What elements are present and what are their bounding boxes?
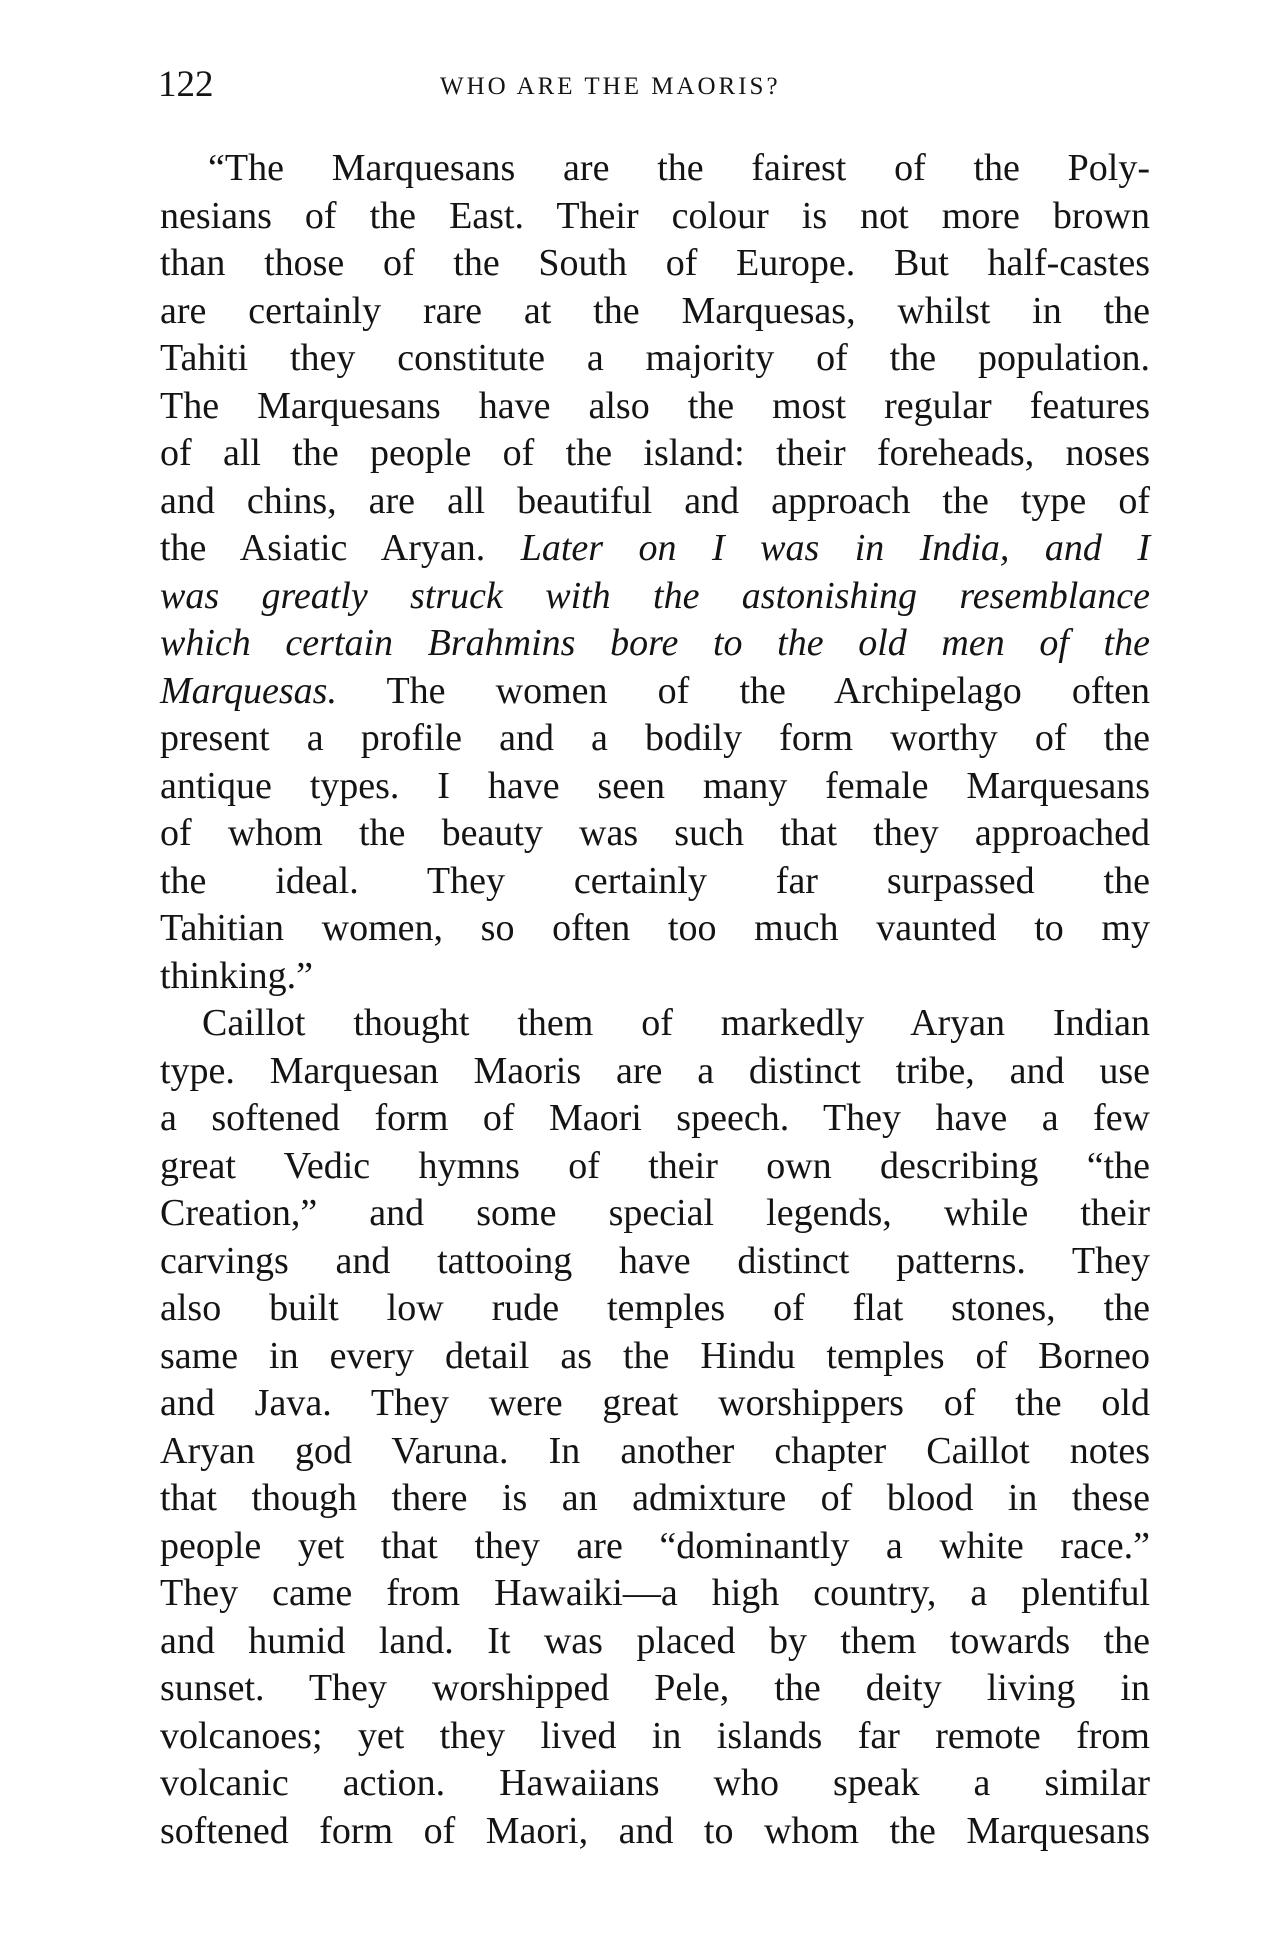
page-number: 122 xyxy=(158,64,214,105)
text-line: Creation,” and some special legends, while their xyxy=(160,1192,1150,1234)
italic-text-run: was greatly struck with the astonishing resemblance xyxy=(160,574,1150,617)
text-line: the ideal. They certainly far surpassed the xyxy=(160,859,1150,902)
text-line: and humid land. It was placed by them towards the xyxy=(160,1619,1150,1662)
body-text xyxy=(160,145,1150,1855)
text-line: softened form of Maori, and to whom the Marquesans xyxy=(160,1809,1150,1852)
text-line xyxy=(160,620,1150,668)
text-line: antique types. I have seen many female Marquesans xyxy=(160,764,1150,807)
text-line: and chins, are all beautiful and approach the type of xyxy=(160,479,1150,522)
text-line: and Java. They were great worshippers of the old xyxy=(160,1382,1150,1424)
italic-text-run: Later on I was in India, and I xyxy=(520,527,1150,569)
text-line: Aryan god Varuna. In another chapter Caillot notes xyxy=(160,1429,1150,1472)
text-line xyxy=(160,525,1150,573)
text-line: volcanic action. Hawaiians who speak a similar xyxy=(160,1762,1150,1804)
quote-paragraph xyxy=(160,145,1150,1000)
text-line: are certainly rare at the Marquesas, whilst in the xyxy=(160,289,1150,332)
text-line: The Marquesans have also the most regular features xyxy=(160,384,1150,427)
text-line: than those of the South of Europe. But half-castes xyxy=(160,242,1150,284)
text-line xyxy=(160,668,1150,716)
text-line: nesians of the East. Their colour is not more brown xyxy=(160,194,1150,237)
italic-text-run: which certain Brahmins bore to the old men of the xyxy=(160,622,1150,664)
body-paragraph xyxy=(160,1000,1150,1855)
text-line: type. Marquesan Maoris are a distinct tribe, and use xyxy=(160,1049,1150,1092)
text-line: also built low rude temples of flat stones, the xyxy=(160,1287,1150,1329)
text-line: same in every detail as the Hindu temples of Borneo xyxy=(160,1334,1150,1377)
text-line: Tahiti they constitute a majority of the population. xyxy=(160,337,1150,379)
text-line: “The Marquesans are the fairest of the Poly- xyxy=(208,147,1150,189)
text-line: carvings and tattooing have distinct patterns. They xyxy=(160,1239,1150,1282)
text-line: of all the people of the island: their foreheads, noses xyxy=(160,432,1150,474)
text-run: The women of the Archipelago often xyxy=(336,669,1150,712)
running-head: WHO ARE THE MAORIS? xyxy=(440,73,781,100)
text-line: Caillot thought them of markedly Aryan Indian xyxy=(202,1002,1150,1044)
text-line xyxy=(160,573,1150,621)
text-line: thinking.” xyxy=(160,954,314,997)
text-line: people yet that they are “dominantly a white race.” xyxy=(160,1524,1150,1567)
text-line: Tahitian women, so often too much vaunted to my xyxy=(160,907,1150,949)
text-line: present a profile and a bodily form worthy of the xyxy=(160,717,1150,759)
text-line: that though there is an admixture of blood in these xyxy=(160,1477,1150,1519)
text-line: volcanoes; yet they lived in islands far remote from xyxy=(160,1714,1150,1757)
text-run: the Asiatic Aryan. xyxy=(160,527,521,569)
text-line: of whom the beauty was such that they approached xyxy=(160,812,1150,854)
text-line: great Vedic hymns of their own describing “the xyxy=(160,1144,1150,1187)
text-line: a softened form of Maori speech. They have a few xyxy=(160,1097,1150,1139)
text-line: sunset. They worshipped Pele, the deity living in xyxy=(160,1667,1150,1709)
italic-text-run: Marquesas. xyxy=(160,669,337,712)
text-line: They came from Hawaiki—a high country, a plentiful xyxy=(160,1572,1150,1614)
